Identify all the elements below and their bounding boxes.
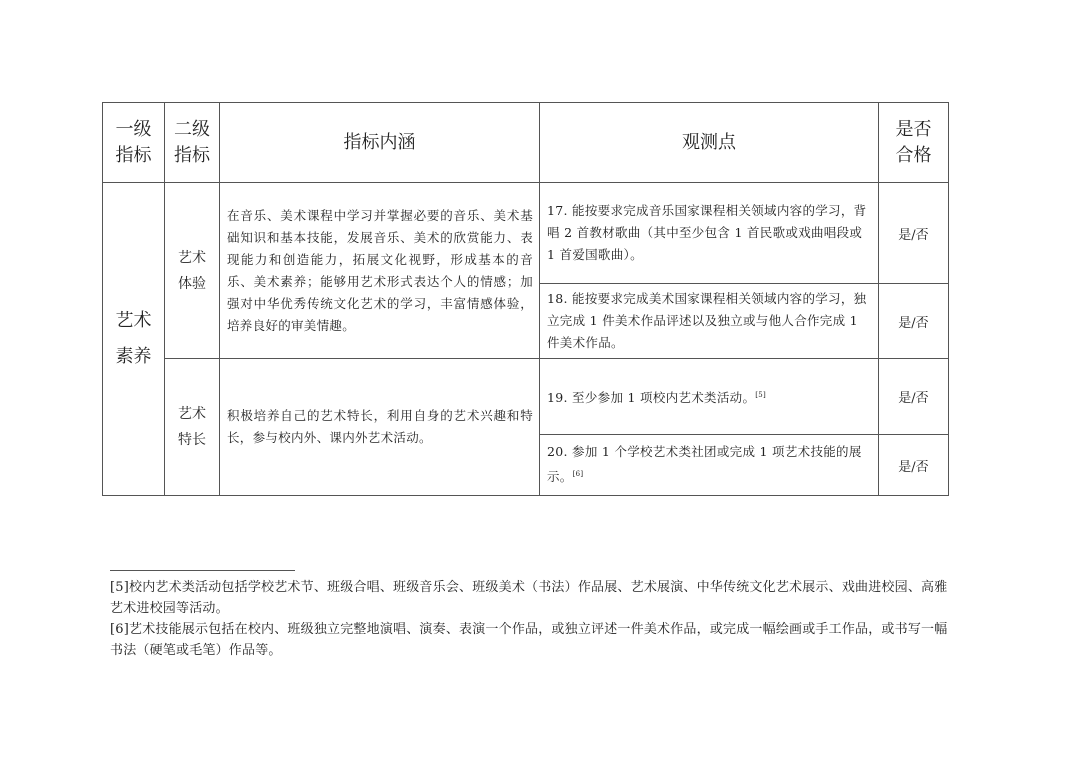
observation-text: 18. 能按要求完成美术国家课程相关领域内容的学习，独立完成 1 件美术作品评述以及独立或与他人合作完成 1 件美术作品。 (547, 291, 867, 350)
level2-indicator: 艺术体验 (178, 249, 206, 292)
level1-indicator: 艺术素养 (115, 310, 152, 367)
footnote-ref: [5] (755, 390, 767, 399)
footnotes (110, 577, 950, 661)
footnote-ref: [6] (572, 470, 584, 479)
observation-text: 20. 参加 1 个学校艺术类社团或完成 1 项艺术技能的展示。 (547, 444, 862, 485)
header-pass: 是否合格 (879, 103, 949, 183)
pass-status: 是/否 (879, 359, 949, 435)
pass-status: 是/否 (879, 284, 949, 359)
header-level1: 一级指标 (103, 103, 165, 183)
level2-indicator-cell (165, 183, 220, 359)
footnote-6: [6]艺术技能展示包括在校内、班级独立完整地演唱、演奏、表演一个作品，或独立评述一件美术作品，或完成一幅绘画或手工作品，或书写一幅书法（硬笔或毛笔）作品等。 (110, 622, 948, 658)
header-row (103, 103, 949, 183)
header-meaning: 指标内涵 (220, 103, 540, 183)
indicator-meaning: 积极培养自己的艺术特长，利用自身的艺术兴趣和特长，参与校内外、课内外艺术活动。 (220, 359, 540, 496)
table-row (103, 183, 949, 284)
level2-indicator: 艺术特长 (178, 406, 206, 448)
header-observation: 观测点 (540, 103, 879, 183)
observation-point (540, 359, 879, 435)
footnote-5: [5]校内艺术类活动包括学校艺术节、班级合唱、班级音乐会、班级美术（书法）作品展、艺术展演、中华传统文化艺术展示、戏曲进校园、高雅艺术进校园等活动。 (110, 580, 948, 616)
footnote-divider (110, 570, 295, 571)
level2-indicator-cell (165, 359, 220, 496)
header-level2: 二级指标 (165, 103, 220, 183)
pass-status: 是/否 (879, 435, 949, 496)
indicator-table (102, 102, 949, 496)
level1-indicator-cell (103, 183, 165, 496)
table-row (103, 359, 949, 435)
observation-text: 17. 能按要求完成音乐国家课程相关领域内容的学习，背唱 2 首教材歌曲（其中至少包含 1 首民歌或戏曲唱段或 1 首爱国歌曲）。 (547, 203, 867, 262)
observation-text: 19. 至少参加 1 项校内艺术类活动。 (547, 390, 756, 406)
pass-status: 是/否 (879, 183, 949, 284)
observation-point (540, 435, 879, 496)
indicator-meaning: 在音乐、美术课程中学习并掌握必要的音乐、美术基础知识和基本技能，发展音乐、美术的欣赏能力、表现能力和创造能力，拓展文化视野，形成基本的音乐、美术素养；能够用艺术形式表达个人的情感；加强对中华优秀传统文化艺术的学习，丰富情感体验，培养良好的审美情趣。 (220, 183, 540, 359)
observation-point (540, 284, 879, 359)
observation-point (540, 183, 879, 284)
